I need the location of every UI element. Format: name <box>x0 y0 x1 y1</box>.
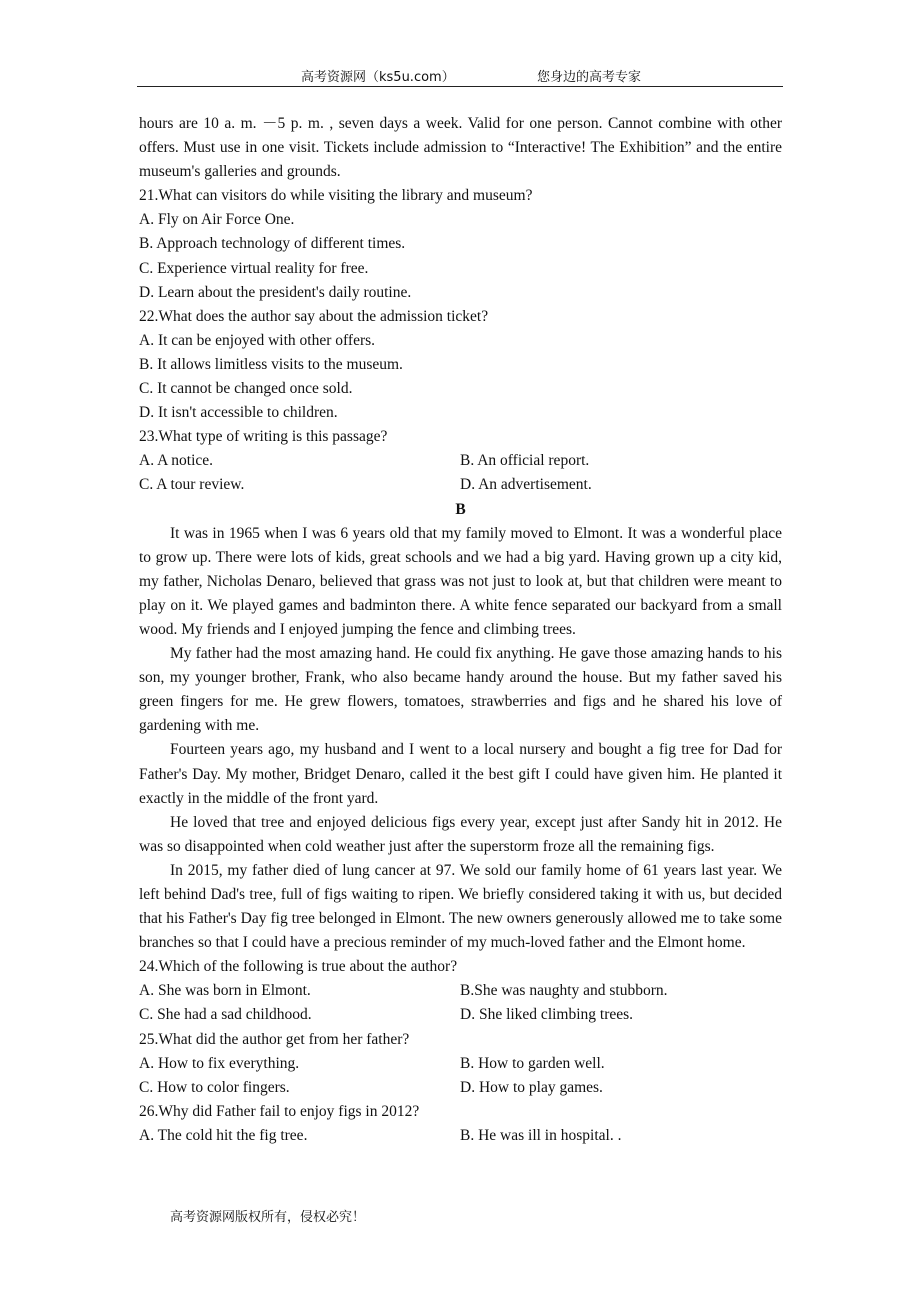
option-22d: D. It isn't accessible to children. <box>139 404 338 422</box>
option-22a: A. It can be enjoyed with other offers. <box>139 331 376 349</box>
question-26: 26.Why did Father fail to enjoy figs in 2012? <box>139 1102 420 1120</box>
option-23d: D. An advertisement. <box>460 476 592 494</box>
question-22: 22.What does the author say about the admission ticket? <box>139 307 489 325</box>
question-21: 21.What can visitors do while visiting the library and museum? <box>139 187 533 205</box>
page-footer: 高考资源网版权所有，侵权必究！ <box>170 1210 366 1225</box>
passage-paragraph: My father had the most amazing hand. He could fix anything. He gave those amazing hands to his son, my younger brother, Frank, who also became handy around the house. But my father saved his green fingers for me. He grew flowers, tomatoes, strawberries and figs and he shared his love of gardening with me. <box>139 645 782 735</box>
options-row <box>139 449 782 473</box>
option-23a: A. A notice. <box>139 452 214 470</box>
option-24a: A. She was born in Elmont. <box>139 982 311 1000</box>
option-21c: C. Experience virtual reality for free. <box>139 259 369 277</box>
option-23b: B. An official report. <box>460 452 590 470</box>
option-24b: B.She was naughty and stubborn. <box>460 982 668 1000</box>
header-source: 高考资源网（ks5u.com） <box>301 70 455 85</box>
option-25b: B. How to garden well. <box>460 1054 605 1072</box>
header-slogan: 您身边的高考专家 <box>537 70 642 85</box>
option-21a: A. Fly on Air Force One. <box>139 211 295 229</box>
option-21b: B. Approach technology of different times. <box>139 235 406 253</box>
options-row <box>139 1052 782 1076</box>
question-23: 23.What type of writing is this passage? <box>139 428 388 446</box>
passage-paragraph: It was in 1965 when I was 6 years old that my family moved to Elmont. It was a wonderful place to grow up. There were lots of kids, great schools and we had a big yard. Having grown up a city kid, my father, Nicholas Denaro, believed that grass was not just to look at, but that children were meant to play on it. We played games and badminton there. A white fence separated our backyard from a small wood. My friends and I enjoyed jumping the fence and climbing trees. <box>139 524 782 638</box>
options-row <box>139 1076 782 1100</box>
intro-text: hours are 10 a. m. －5 p. m. , seven days a week. Valid for one person. Cannot combine with other offers. Must use in one visit. Tickets include admission to “Interactive! The Exhibition” and the entire museum's galleries and grounds. <box>139 115 782 181</box>
option-25d: D. How to play games. <box>460 1078 603 1096</box>
document-body <box>139 112 782 1148</box>
option-22b: B. It allows limitless visits to the museum. <box>139 355 403 373</box>
passage-paragraph: Fourteen years ago, my husband and I went to a local nursery and bought a fig tree for Dad for Father's Day. My mother, Bridget Denaro, called it the best gift I could have given him. He planted it exactly in the middle of the front yard. <box>139 741 782 807</box>
question-25: 25.What did the author get from her father? <box>139 1030 410 1048</box>
section-heading: B <box>455 500 466 518</box>
question-24: 24.Which of the following is true about the author? <box>139 958 458 976</box>
options-row <box>139 979 782 1003</box>
option-26b: B. He was ill in hospital. . <box>460 1126 622 1144</box>
option-25c: C. How to color fingers. <box>139 1078 290 1096</box>
option-25a: A. How to fix everything. <box>139 1054 300 1072</box>
option-21d: D. Learn about the president's daily routine. <box>139 283 412 301</box>
options-row <box>139 1003 782 1027</box>
options-row <box>139 473 782 497</box>
passage-paragraph: In 2015, my father died of lung cancer at 97. We sold our family home of 61 years last year. We left behind Dad's tree, full of figs waiting to ripen. We briefly considered taking it with us, but decided that his Father's Day fig tree belonged in Elmont. The new owners generously allowed me to take some branches so that I could have a precious reminder of my much-loved father and the Elmont home. <box>139 861 782 952</box>
option-24c: C. She had a sad childhood. <box>139 1006 312 1024</box>
option-23c: C. A tour review. <box>139 476 245 494</box>
passage-paragraph: He loved that tree and enjoyed delicious figs every year, except just after Sandy hit in 2012. He was so disappointed when cold weather just after the superstorm froze all the remaining figs. <box>139 813 782 855</box>
options-row <box>139 1124 782 1148</box>
page-header <box>137 62 783 87</box>
option-22c: C. It cannot be changed once sold. <box>139 380 353 398</box>
option-24d: D. She liked climbing trees. <box>460 1006 634 1024</box>
option-26a: A. The cold hit the fig tree. <box>139 1126 308 1144</box>
